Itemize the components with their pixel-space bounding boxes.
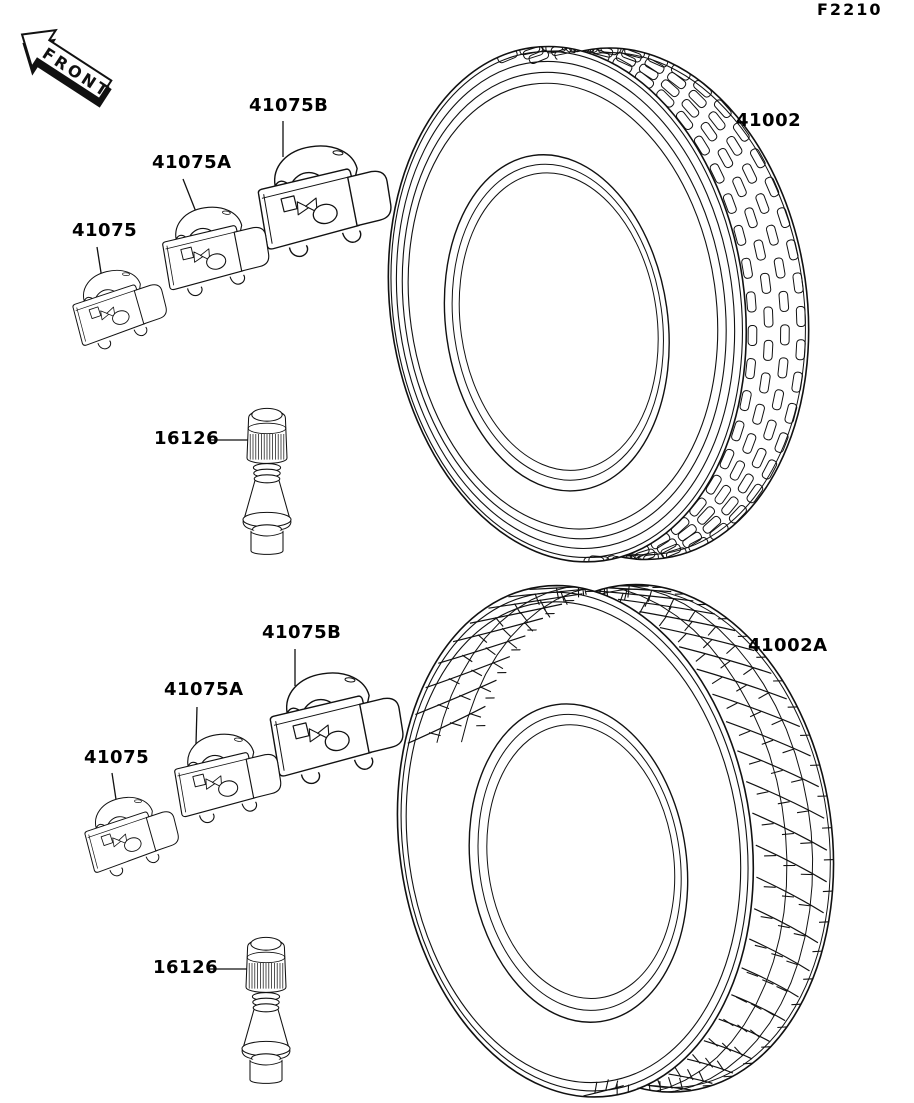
part-label-clamp-41075B: 41075B: [249, 95, 329, 116]
part-label-tire-41002A: 41002A: [748, 635, 828, 656]
part-label-clamp-41075B: 41075B: [262, 622, 342, 643]
generated-parts: [68, 11, 865, 1103]
part-label-tire-41002: 41002: [736, 110, 802, 131]
clamp-41075-drawing: [80, 790, 183, 880]
part-label-clamp-41075: 41075: [84, 747, 150, 768]
valve-16126-drawing: [242, 937, 290, 1083]
tire-41002A: [365, 551, 865, 1103]
part-label-clamp-41075: 41075: [72, 220, 138, 241]
part-label-clamp-41075A: 41075A: [152, 152, 232, 173]
clamp-41075A-drawing: [172, 730, 283, 824]
front-arrow-label: FRONT: [38, 43, 115, 102]
clamp-41075B-drawing: [255, 141, 394, 259]
part-label-clamp-41075A: 41075A: [164, 679, 244, 700]
tire-41002: [355, 11, 841, 595]
clamp-41075B-drawing: [267, 668, 406, 786]
leader-line: [196, 707, 197, 744]
part-label-valve-16126: 16126: [153, 957, 219, 978]
front-direction-arrow: [6, 16, 122, 116]
part-label-valve-16126: 16126: [154, 428, 220, 449]
clamp-41075-drawing: [68, 263, 171, 353]
clamp-41075A-drawing: [160, 203, 271, 297]
valve-16126-drawing: [243, 408, 291, 554]
diagram-code: F2210: [817, 0, 883, 19]
